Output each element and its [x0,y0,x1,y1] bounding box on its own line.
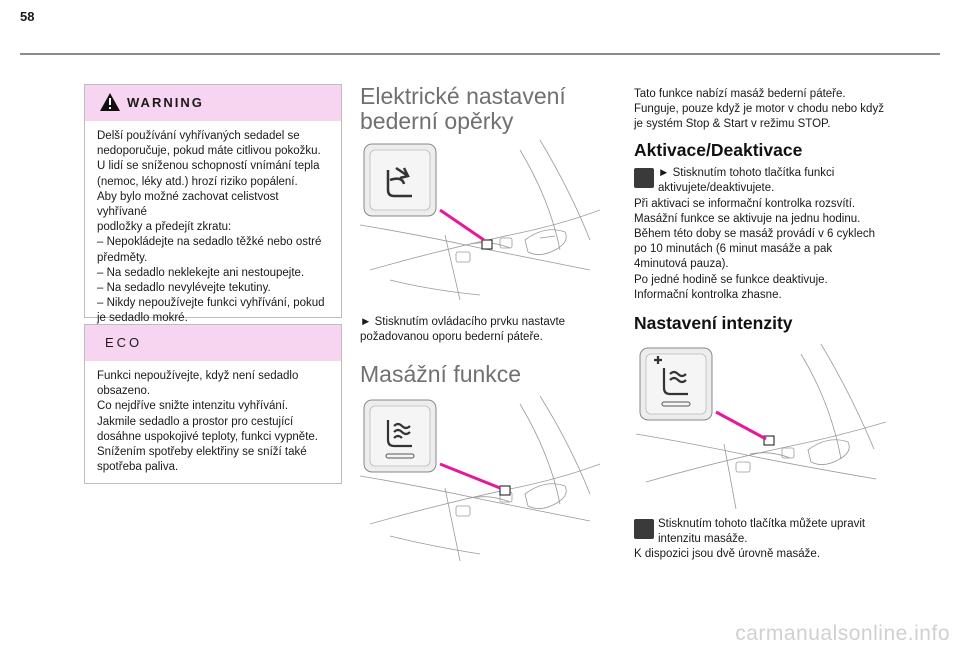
lumbar-heading-line2: bederní opěrky [360,108,514,134]
eco-line: spotřeba paliva. [97,461,179,474]
eco-line: Jakmile sedadlo a prostor pro cestující [97,415,294,428]
eco-box [84,324,342,484]
massage-seat-illustration [360,396,600,561]
lumbar-caption-line2: požadovanou oporu bederní páteře. [360,331,543,344]
warning-line: Aby bylo možné zachovat celistvost vyhřívané [97,190,279,219]
page-number: 58 [20,9,35,24]
lumbar-caption [360,315,610,345]
activation-line: Masážní funkce se aktivuje na jednu hodinu. [634,212,861,225]
warning-header [85,85,341,121]
warning-line: podložky a předejít zkratu: [97,221,232,234]
eco-line: Snížením spotřeby elektřiny se sníží také [97,446,307,459]
intro-line: Tato funkce nabízí masáž bederní páteře. [634,88,846,100]
intensity-icon-line: intenzitu masáže. [658,533,748,546]
eco-header [85,325,341,361]
intro-line: Funguje, pouze když je motor v chodu nebo když [634,103,884,116]
massage-heading [360,362,610,387]
activation-section [634,140,924,303]
eco-line: Co nejdříve snižte intenzitu vyhřívání. [97,400,289,413]
eco-title: ECO [105,335,143,350]
warning-line: – Na sedadlo nevylévejte tekutiny. [97,282,271,295]
activation-icon-line: ► Stisknutím tohoto tlačítka funkci [658,167,835,180]
activation-line: 4minutová pauza). [634,258,729,271]
lumbar-seat-illustration [360,140,600,300]
warning-line: nedoporučuje, pokud máte citlivou pokožku. [97,145,321,158]
activation-line: Během této doby se masáž provádí v 6 cyklech [634,228,875,241]
massage-heading-text: Masážní funkce [360,361,522,387]
warning-title: WARNING [127,95,204,110]
warning-line: (nemoc, léky atd.) hrozí riziko popálení. [97,175,298,188]
massage-intensity-button-icon [634,519,654,539]
warning-line: Delší používání vyhřívaných sedadel se [97,130,300,142]
eco-line: Funkci nepoužívejte, když není sedadlo [97,370,299,382]
lumbar-caption-line1: ► Stisknutím ovládacího prvku nastavte [360,316,566,328]
lumbar-heading [360,84,610,134]
header-rule [20,53,940,55]
intensity-seat-illustration [636,344,886,509]
activation-line: po 10 minutách (6 minut masáže a pak [634,243,833,256]
warning-line: je sedadlo mokré. [97,312,188,325]
eco-text [85,361,341,485]
activation-heading: Aktivace/Deaktivace [634,140,803,160]
warning-text [85,121,341,337]
intro-line: je systém Stop & Start v režimu STOP. [634,118,831,131]
warning-line: – Nepokládejte na sedadlo těžké nebo ostré [97,236,322,249]
eco-line: obsazeno. [97,385,151,398]
massage-intro [634,87,914,133]
watermark: carmanualsonline.info [735,622,950,645]
eco-line: dosáhne uspokojivé teploty, funkci vypněte. [97,430,318,443]
intensity-heading [634,313,924,333]
activation-icon-line: aktivujete/deaktivujete. [658,182,775,195]
activation-instruction [634,166,924,196]
warning-line: předměty. [97,251,148,264]
warning-triangle-icon [99,92,121,112]
intensity-last-line: K dispozici jsou dvě úrovně masáže. [634,548,821,561]
massage-button-icon [634,168,654,188]
intensity-section [634,517,924,563]
warning-line: – Nikdy nepoužívejte funkci vyhřívání, pokud [97,297,325,310]
warning-line: – Na sedadlo neklekejte ani nestoupejte. [97,266,305,279]
intensity-heading-text: Nastavení intenzity [634,313,793,333]
intensity-instruction [634,517,924,547]
activation-line: Po jedné hodině se funkce deaktivuje. [634,273,828,286]
lumbar-heading-line1: Elektrické nastavení [360,83,566,109]
activation-line: Při aktivaci se informační kontrolka rozsvítí. [634,197,856,210]
activation-line: Informační kontrolka zhasne. [634,288,782,301]
intensity-icon-line: Stisknutím tohoto tlačítka můžete upravit [658,518,866,530]
warning-box [84,84,342,325]
warning-line: U lidí se sníženou schopností vnímání tepla [97,160,320,173]
